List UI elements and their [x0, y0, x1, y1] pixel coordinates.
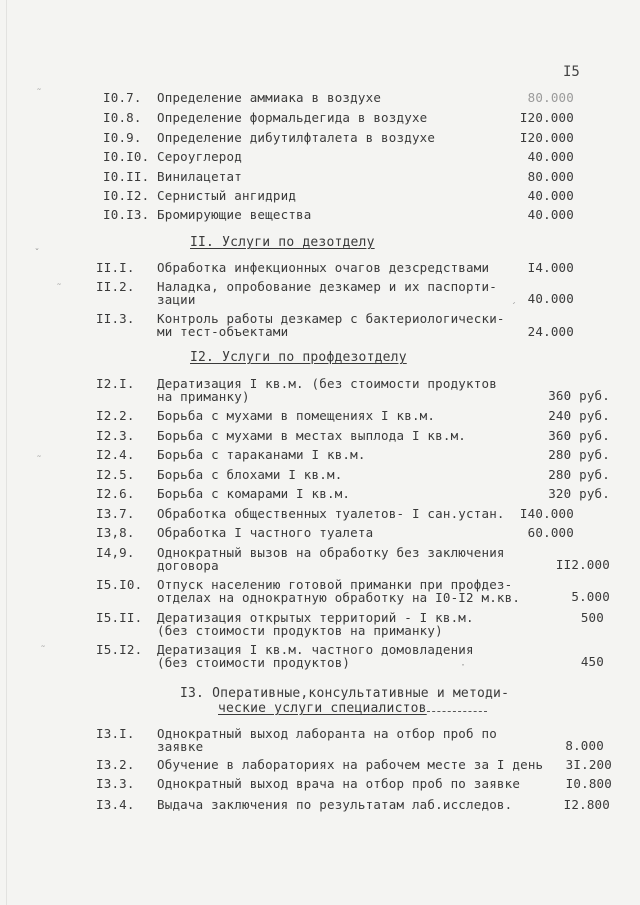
- item-price: 450: [580, 654, 604, 669]
- item-description: Определение формальдегида в воздухе: [157, 110, 428, 125]
- item-description: Дератизация открытых территорий - I кв.м. (без стоимости продуктов на приманку): [157, 610, 474, 638]
- item-price: 8.000: [565, 738, 604, 753]
- item-number: I0.I2.: [103, 188, 150, 203]
- item-description: Борьба с тараканами I кв.м.: [157, 447, 366, 462]
- item-description: Борьба с мухами в помещениях I кв.м.: [157, 408, 436, 423]
- item-price: I20.000: [519, 130, 574, 145]
- item-description: Дератизация I кв.м. (без стоимости продуктов на приманку): [157, 376, 497, 404]
- item-description: Бромирующие вещества: [157, 207, 312, 222]
- item-description: Борьба с мухами в местах выплода I кв.м.: [157, 428, 467, 443]
- item-number: II.I.: [96, 260, 135, 275]
- item-price: 240 руб.: [548, 408, 610, 423]
- item-price: 500: [580, 610, 604, 625]
- item-description: Определение дибутилфталета в воздухе: [157, 130, 436, 145]
- item-number: I3.I.: [96, 726, 135, 741]
- scan-speck: ˜: [36, 88, 43, 99]
- item-number: I2.3.: [96, 428, 135, 443]
- item-price: II2.000: [555, 557, 610, 572]
- item-description: Наладка, опробование дезкамер и их паспорти- зации: [157, 279, 497, 307]
- item-price: 80.000: [527, 169, 574, 184]
- item-number: I5.I2.: [96, 642, 143, 657]
- item-price: I2.800: [563, 797, 610, 812]
- item-number: I3.4.: [96, 797, 135, 812]
- page-number: I5: [563, 64, 580, 80]
- section-heading: I3. Оперативные,консультативные и методи- ческие услуги специалистов: [180, 686, 510, 716]
- item-price: 40.000: [527, 207, 574, 222]
- page-margin-line: [6, 0, 7, 905]
- item-number: I0.I3.: [103, 207, 150, 222]
- item-price: I0.800: [565, 776, 612, 791]
- item-description: Сероуглерод: [157, 149, 242, 164]
- item-description: Однократный вызов на обработку без заключения договора: [157, 545, 505, 573]
- item-number: I3.3.: [96, 776, 135, 791]
- item-description: Обработка инфекционных очагов дезсредствами: [157, 260, 490, 275]
- item-price: 80.000: [527, 90, 574, 105]
- item-price: 280 руб.: [548, 467, 610, 482]
- item-price: 280 руб.: [548, 447, 610, 462]
- item-description: Обучение в лабораториях на рабочем месте за I день: [157, 757, 544, 772]
- item-number: I5.I0.: [96, 577, 143, 592]
- item-number: I0.8.: [103, 110, 142, 125]
- item-number: I0.II.: [103, 169, 150, 184]
- item-description: Отпуск населению готовой приманки при профдез- отделах на однократную обработку на I0-I2 м.кв.: [157, 577, 521, 605]
- item-price: I20.000: [519, 110, 574, 125]
- item-description: Контроль работы дезкамер с бактериологически- ми тест-объектами: [157, 311, 505, 339]
- item-description: Борьба с блохами I кв.м.: [157, 467, 343, 482]
- item-description: Определение аммиака в воздухе: [157, 90, 382, 105]
- scan-speck: ·: [460, 660, 467, 671]
- item-price: I4.000: [527, 260, 574, 275]
- item-price: 40.000: [527, 149, 574, 164]
- item-number: I3,8.: [96, 525, 135, 540]
- scan-speck: ˜: [36, 455, 43, 466]
- item-number: I2.6.: [96, 486, 135, 501]
- item-price: 60.000: [527, 525, 574, 540]
- item-description: Однократный выход врача на отбор проб по заявке: [157, 776, 521, 791]
- item-price: 320 руб.: [548, 486, 610, 501]
- item-description: Сернистый ангидрид: [157, 188, 297, 203]
- item-price: 40.000: [527, 291, 574, 306]
- item-price: 5.000: [571, 589, 610, 604]
- item-number: I4,9.: [96, 545, 135, 560]
- section-heading: II. Услуги по дезотделу: [190, 235, 375, 250]
- item-number: I2.4.: [96, 447, 135, 462]
- item-description: Обработка I частного туалета: [157, 525, 374, 540]
- item-number: I0.7.: [103, 90, 142, 105]
- item-number: I2.2.: [96, 408, 135, 423]
- item-number: I0.9.: [103, 130, 142, 145]
- scan-speck: ˜: [40, 645, 47, 656]
- item-description: Борьба с комарами I кв.м.: [157, 486, 351, 501]
- item-number: I0.I0.: [103, 149, 150, 164]
- item-number: I3.7.: [96, 506, 135, 521]
- section-heading: I2. Услуги по профдезотделу: [190, 350, 407, 365]
- item-number: I2.5.: [96, 467, 135, 482]
- scan-speck: ˏ: [511, 293, 518, 304]
- item-description: Обработка общественных туалетов- I сан.устан.: [157, 506, 505, 521]
- item-number: I5.II.: [96, 610, 143, 625]
- item-number: II.2.: [96, 279, 135, 294]
- item-description: Винилацетат: [157, 169, 242, 184]
- item-description: Выдача заключения по результатам лаб.исследов.: [157, 797, 513, 812]
- scan-speck: ˜: [56, 283, 63, 294]
- item-number: I2.I.: [96, 376, 135, 391]
- item-price: I40.000: [519, 506, 574, 521]
- item-description: Однократный выход лаборанта на отбор проб по заявке: [157, 726, 497, 754]
- item-price: 360 руб.: [548, 428, 610, 443]
- item-description: Дератизация I кв.м. частного домовладения (без стоимости продуктов): [157, 642, 474, 670]
- scan-speck: ˇ: [34, 248, 41, 259]
- item-price: 360 руб.: [548, 388, 610, 403]
- item-number: II.3.: [96, 311, 135, 326]
- item-price: 40.000: [527, 188, 574, 203]
- item-price: 3I.200: [565, 757, 612, 772]
- item-number: I3.2.: [96, 757, 135, 772]
- item-price: 24.000: [527, 324, 574, 339]
